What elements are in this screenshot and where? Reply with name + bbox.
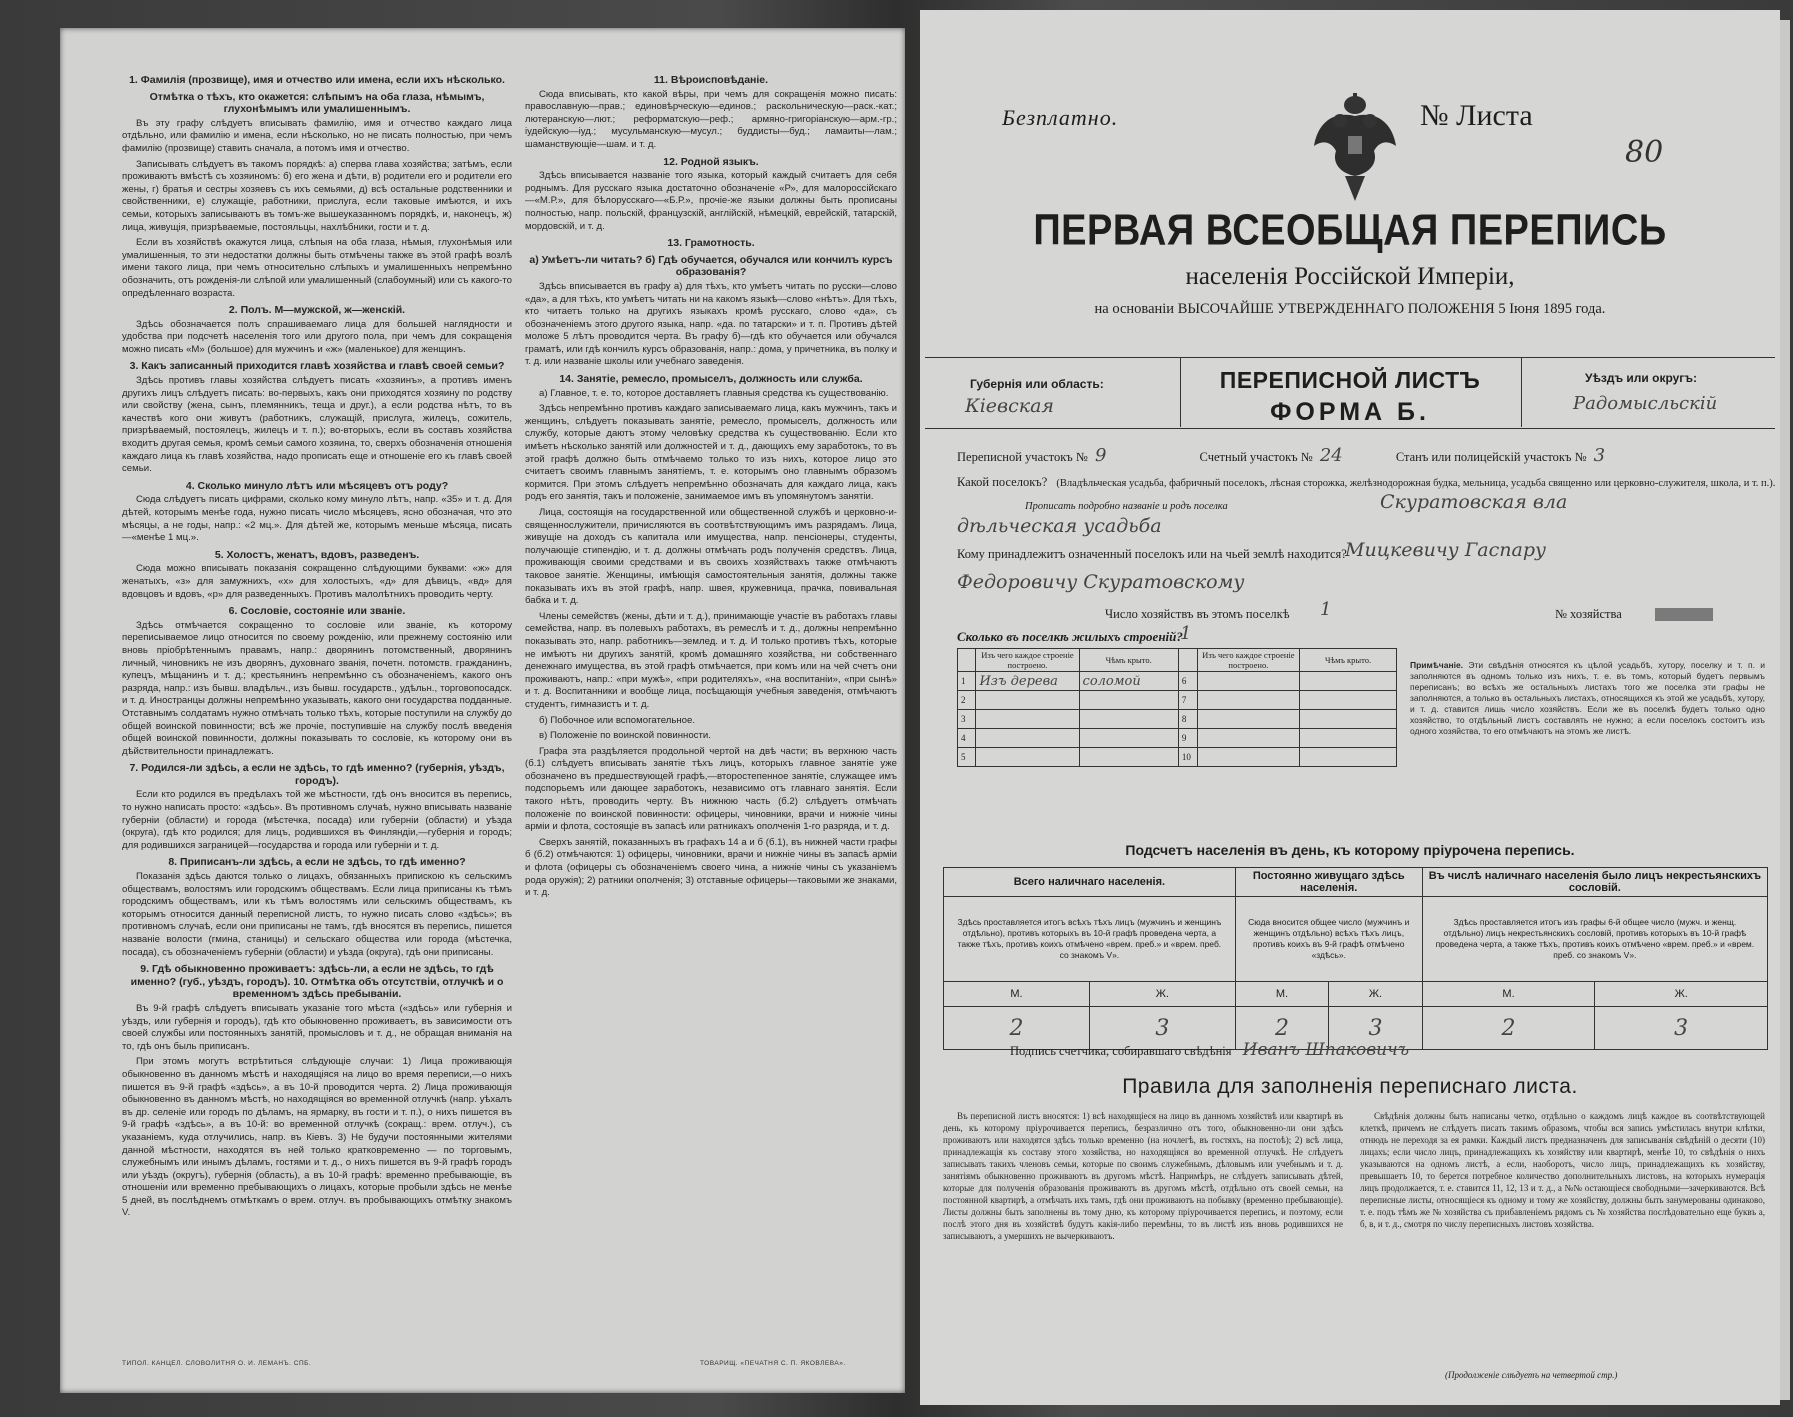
- settlement-note: (Владѣльческая усадьба, фабричный поселокъ, лѣсная сторожка, желѣзнодорожная будка, мельница, усадьба священно или церковно-служителя, школа, и т. п.).: [1056, 478, 1776, 489]
- paragraph: Сюда можно вписывать показанія сокращенно слѣдующими буквами: «ж» для женатыхъ, «з» для замужнихъ, «х» для холостыхъ, «д» для дѣвицъ, «вд» для вдовцовъ и вдовъ, «р» для разведенныхъ. Противъ малолѣтнихъ проводить черту.: [122, 563, 512, 600]
- rules-title: Правила для заполненія переписнаго листа.: [1122, 1075, 1578, 1098]
- paragraph: Сюда слѣдуетъ писать цифрами, сколько кому минуло лѣтъ, напр. «35» и т. д. Для дѣтей, которымъ менѣе года, нужно писать число мѣсяцевъ, ясно обозначая, что это мѣсяцы, а не годы, напр.: «2 мц.». Для дѣтей же, которымъ меньше мѣсяца, писать—«менѣе 1 мц.».: [122, 494, 512, 544]
- printer-imprint-right: ТОВАРИЩ. «ПЕЧАТНЯ С. П. ЯКОВЛЕВА».: [700, 1360, 846, 1367]
- paragraph: Лица, состоящія на государственной или общественной службѣ и церковно-и-священнослужители, причисляются въ соотвѣтствующимъ имъ разрядамъ. Лица, живущіе на доходъ съ капитала или имущества, напр. пенсіонеры, студенты, получающіе стипендію, и т. д. должны отмѣчать родъ полученія средствъ. Лица, проживающія своими средствами и въ своихъ хозяйствахъ также отмѣчаютъ таковое занятіе. Женщины, имѣющія самостоятельныя занятія, должны также показывать ихъ въ этой графѣ, напр. швея, кружевница, прачка, повивальная бабка и т. д.: [525, 507, 897, 607]
- instructions-column-2: [525, 70, 897, 903]
- bld-head-material-2: Изъ чего каждое строеніе построено.: [1197, 649, 1300, 672]
- form-subtitle: населенія Россійской Имперіи,: [1185, 263, 1515, 290]
- form-legal-basis: на основаніи ВЫСОЧАЙШЕ УТВЕРЖДЕННАГО ПОЛОЖЕНІЯ 5 Іюня 1895 года.: [1094, 301, 1606, 317]
- owner-value-1: Мицкевичу Гаспару: [1345, 539, 1547, 561]
- census-district-row: [957, 445, 1605, 466]
- enumerator-signature-row: [1010, 1040, 1409, 1060]
- present-male: 2: [944, 1007, 1090, 1050]
- resident-female: 3: [1329, 1007, 1422, 1050]
- stan-label: Станъ или полицейскій участокъ №: [1395, 450, 1587, 464]
- census-form: [925, 95, 1775, 1400]
- table-row: 2 7: [958, 691, 1397, 710]
- owner-value-2: Федоровичу Скуратовскому: [957, 571, 1245, 593]
- buildings-table: [957, 648, 1397, 767]
- bld-head-roof: Чѣмъ крыто.: [1079, 649, 1178, 672]
- table-row: 4 9: [958, 729, 1397, 748]
- buildings-label: Сколько въ поселкѣ жилыхъ строеній?: [957, 629, 1183, 644]
- paragraph: Здѣсь противъ главы хозяйства слѣдуетъ писать «хозяинъ», а противъ именъ другихъ лицъ слѣдуетъ писать: во-первыхъ, какъ они приходятся хозяину по родству или свойству (жена, сынъ, племянникъ, теща и друг.), а если родства нѣтъ, то въ качествѣ кого они живутъ (работникъ, служащій, прислуга, жилецъ, сожитель, призрѣваемый, постоялецъ, жилецъ и т. п.); во-вторыхъ, если въ составъ хозяйства входитъ другая семья, кромѣ семьи самого хозяина, то, сверхъ обозначенія отношенія каждаго лица къ главѣ хозяйства, надо прописать еще и отношеніе его къ главѣ своей семьи.: [122, 375, 512, 475]
- settlement-name-label: Прописать подробно названіе и родъ поселка: [1025, 501, 1228, 512]
- paragraph: Въ 9-й графѣ слѣдуетъ вписывать указаніе того мѣста («здѣсь» или губернія и уѣздъ, или губернія и городъ), гдѣ кто обыкновенно проживаетъ, въ зависимости отъ своей службы или постоянныхъ занятій, промысловъ и т. д., не обращая вниманія на то, гдѣ онъ быль приписанъ.: [122, 1002, 512, 1052]
- paragraph: Сюда вписывать, кто какой вѣры, при чемъ для сокращенія можно писать: православную—прав.; единовѣрческую—единов.; раскольническую—раск.-кат.; лютеранскую—лют.; реформатскую—реф.; армяно-григоріанскую—арм.-гр.; іудейскую—іуд.; мусульманскую—мусул.; буддисты—буд.; ламаиты—лам.; шаманствующіе—шам. и т. д.: [525, 88, 897, 150]
- signature-value: Иванъ Шпаковичъ: [1242, 1040, 1410, 1060]
- counting-district-label: Счетный участокъ №: [1199, 450, 1313, 464]
- resident-male: 2: [1235, 1007, 1328, 1050]
- section-heading: 1. Фамилія (прозвище), имя и отчество или имена, если ихъ нѣсколько.: [129, 74, 505, 86]
- imperial-eagle-icon: [1310, 91, 1400, 206]
- paragraph: Показанія здѣсь даются только о лицахъ, обязанныхъ припискою къ сельскимъ обществамъ, волостямъ или городскимъ обществамъ. Если лица приписаны къ тѣмъ городскимъ обществамъ, или къ тѣмъ волостямъ или сельскимъ обществамъ, къ которымъ относится данный переписной листъ, то нужно писать слово «здѣсь»; въ противномъ случаѣ, если они приписаны не тамъ, гдѣ вносятся въ перепись, пишется названіе волости (гмина, станицы) и сельскаго общества или города (мѣстечка, посада), съ обозначеніемъ губерніи (области) и уѣзда (округа), гдѣ они приписаны.: [122, 871, 512, 958]
- section-heading: 6. Сословіе, состояніе или званіе.: [228, 605, 406, 618]
- owner-label: Кому принадлежитъ означенный поселокъ или на чьей землѣ находится?: [957, 547, 1347, 561]
- paragraph: Здѣсь обозначается полъ спрашиваемаго лица для большей наглядности и удобства при подсчетѣ населенія того или другого пола, при чемъ для сокращенія можно писать «М» (большое) для мужчинъ и «ж» (маленькое) для женщинъ.: [122, 318, 512, 355]
- paragraph: в) Положеніе по воинской повинности.: [539, 730, 711, 742]
- uezd-value: Радомысльскій: [1573, 393, 1718, 414]
- section-heading: Отмѣтка о тѣхъ, кто окажется: слѣпымъ на оба глаза, нѣмымъ, глухонѣмымъ или умалишеннымъ.: [149, 90, 485, 116]
- non-peasant-female: 3: [1595, 1007, 1768, 1050]
- paragraph: б) Побочное или вспомогательное.: [539, 714, 696, 726]
- section-heading: 2. Полъ. М—мужской, ж—женскій.: [228, 304, 406, 317]
- population-count-title: Подсчетъ населенія въ день, къ которому пріурочена перепись.: [1125, 842, 1575, 858]
- rules-column-left: Въ переписной листъ вносятся: 1) всѣ находящіеся на лицо въ данномъ хозяйствѣ или квартирѣ въ день, къ которому пріурочивается перепись, безразлично отъ того, обыкновенно-ли они здѣсь проживаютъ или находятся здѣсь только временно (на ночлегѣ, въ гостяхъ, на постоѣ); 2) всѣ лица, принадлежащія къ составу этого хозяйства, но находящіяся во временной отлучкѣ. Не слѣдуетъ записывать такихъ членовъ семьи, которые по своимъ служебнымъ, дѣловымъ или учебнымъ и т. д. занятіямъ обыкновенно проживаютъ въ другомъ мѣстѣ. Напримѣръ, не слѣдуетъ записывать дѣтей, которые для полученія образованія проживаютъ въ другомъ мѣстѣ, отдѣльно отъ своей семьи, на постоянной квартирѣ, а отмѣчать ихъ тамъ, гдѣ они проживаютъ на побывку (временно пребывающіе). Листы должны быть заполнены въ тому дню, къ которому пріурочивается перепись, и поэтому, если послѣ этого дня въ хозяйствѣ будутъ какія-либо перемѣны, то въ листѣ изъ вновь родившихся не записываютъ, а умершихъ не вычеркиваютъ.: [943, 1111, 1343, 1241]
- paragraph: Графа эта раздѣляется продольной чертой на двѣ части; въ верхнюю часть (б.1) слѣдуетъ вписывать занятіе тѣхъ лицъ, которыхъ главное занятіе уже обозначено въ предшествующей графѣ,—второстепенное занятіе, служащее имъ подспорьемъ или дающее заработокъ, независимо отъ главнаго занятія. Если такого нѣтъ, проводить черту. Въ нижнюю часть (б.2) слѣдуетъ отмѣчать положеніе по воинской повинности: офицеры, чиновники, врачи и нижніе чины армiи и флота, состоящіе въ запасѣ или ратникахъ ополченія 1-го разряда, и т. д.: [525, 745, 897, 833]
- sheet-number-handwritten: 80: [1625, 135, 1664, 170]
- list-title: ПЕРЕПИСНОЙ ЛИСТЪ: [1219, 367, 1481, 393]
- section-heading: 8. Приписанъ-ли здѣсь, а если не здѣсь, то гдѣ именно?: [168, 856, 466, 869]
- non-peasant-male: 2: [1422, 1007, 1595, 1050]
- buildings-value: 1: [1180, 623, 1192, 644]
- printer-imprint-left: ТИПОЛ. КАНЦЕЛ. СЛОВОЛИТНЯ О. И. ЛЕМАНЪ. СПБ.: [122, 1360, 312, 1367]
- settlement-row: [957, 475, 1775, 490]
- paragraph: Члены семействъ (жены, дѣти и т. д.), принимающіе участіе въ работахъ главы семейства, напр. въ полевыхъ работахъ, въ ремеслѣ и т. д., должны непремѣнно показывать это, напр. работникъ—землед. и т. д. И только противъ тѣхъ, которые не имѣютъ ни другихъ занятій, кромѣ домашняго хозяйства, ни собственнаго денежнаго имущества, въ этой графѣ отмѣчается, при комъ или на чей счетъ они проживаютъ, напр.: «при мужѣ», «при родителяхъ», «на воспитаніи», «при сынѣ» и т. д. Воспитанники и вообще лица, посѣщающія учебныя заведенія, отмѣчаютъ студентъ, гимназистъ и т. д.: [525, 610, 897, 710]
- section-heading: 9. Гдѣ обыкновенно проживаетъ: здѣсь-ли, а если не здѣсь, то гдѣ именно? (губ., уѣздъ, городъ). 10. Отмѣтка объ отсутствіи, отлучкѣ и о временномъ здѣсь пребываніи.: [130, 963, 504, 1001]
- census-district-label: Переписной участокъ №: [957, 450, 1088, 464]
- left-page: [60, 28, 905, 1393]
- form-type: ФОРМА Б.: [1270, 398, 1430, 426]
- settlement-name-value-2: дѣльческая усадьба: [957, 515, 1162, 537]
- section-heading: 14. Занятіе, ремесло, промыселъ, должность или служба.: [559, 373, 863, 386]
- paragraph: Здѣсь вписывается названіе того языка, который каждый считаетъ для себя роднымъ. Для русскаго языка достаточно обозначеніе «Р», для малороссійскаго—«М.Р.», для бѣлорусскаго—«Б.Р.», прочіе-же языки должны быть прописаны полностью, напр. польскій, французскій, англійскій, нѣмецкій, еврейскій, татарскій, мордовскій, и т. д.: [525, 170, 897, 232]
- settlement-label: Какой поселокъ?: [957, 475, 1048, 489]
- paragraph: Здѣсь непремѣнно противъ каждаго записываемаго лица, какъ мужчинъ, такъ и женщинъ, слѣдуетъ показывать занятіе, ремесло, промыселъ, должность или службу, которые даютъ этому человѣку средства къ существованію. Если кто имѣетъ нѣсколько занятій или должностей и т. д., дающихъ ему заработокъ, то въ этой графѣ должно быть отмѣчаемо только то изъ нихъ, которое лицо это считаетъ своимъ главнымъ занятіемъ, т. е. которымъ оно главнымъ образомъ кормится. При этомъ слѣдуетъ непремѣнно обозначать для каждаго лица, какъ родъ его занятія, такъ и положеніе, занимаемое имъ въ упомянутомъ занятіи.: [525, 403, 897, 503]
- table-row: 1 Изъ дерева соломой 6: [958, 672, 1397, 691]
- bld-head-roof-2: Чѣмъ крыто.: [1300, 649, 1397, 672]
- households-value: 1: [1320, 599, 1332, 620]
- buildings-note: Примѣчаніе. Эти свѣдѣнія относятся къ цѣлой усадьбѣ, хутору, поселку и т. п. и заполняются въ одномъ только изъ нихъ, т. е. въ томъ, который будетъ первымъ переписанъ; во всѣхъ же остальныхъ листахъ того же поселка эти графы не заполняются, а только въ остальныхъ листахъ, относящихся къ этой же усадьбѣ, хутору, и т. д. ставится лишь число хозяйствъ. Если же въ поселкѣ будетъ только одно хозяйство, то отдѣльный листъ составлять не нужно; а если поселокъ состоитъ изъ одного хозяйства, то его отмѣчаютъ на этомъ же листѣ.: [1410, 660, 1765, 736]
- household-number-redacted: [1655, 608, 1713, 621]
- paragraph: Въ эту графу слѣдуетъ вписывать фамилію, имя и отчество каждаго лица отдѣльно, или фамилію и имена, если нѣсколько, но не писать полностью, при чемъ фамилію (прозвище) ставить сначала, а потомъ имя и отчество.: [122, 117, 512, 154]
- section-heading: 11. Вѣроисповѣданіе.: [653, 74, 769, 86]
- paragraph: Если кто родился въ предѣлахъ той же мѣстности, гдѣ онъ вносится въ перепись, то нужно написать просто: «здѣсь». Въ противномъ случаѣ, нужно вписывать названіе губерніи (области) и города (мѣстечка, посада) или губерніи (области) и уѣзда (округа), гдѣ кто родился; для лицъ, родившихся въ Финляндіи,—губернія и городъ; для родившихся заграницей—государства и города или губерніи и т. д.: [122, 789, 512, 851]
- guberniya-label: Губернія или область:: [970, 377, 1104, 391]
- section-heading: а) Умѣетъ-ли читать? б) Гдѣ обучается, обучался или кончилъ курсъ образованія?: [529, 253, 893, 279]
- paragraph: Здѣсь отмѣчается сокращенно то сословіе или званіе, къ которому переписываемое лицо относится по своему рожденію, или прежнему состоянію или вновь пріобрѣтеннымъ правамъ, напр.: дворянинъ потомственный, дворянинъ личный, чиновникъ не изъ дворянъ, духовнаго званія, почетн. потомств. гражданинъ, купецъ, мѣщанинъ и т. д.; крестьянинъ непремѣнно съ обозначеніемъ, какого онъ разряда, напр.: изъ бывш. владѣльч., изъ бывш. государств., удѣльн., торговопосадск. и т. д. Иностранцы должны непремѣнно указывать, какого они государства подданные. Отставнымъ солдатамъ нужно отмѣчать только тѣхъ, которые поступили на службу до общей воинской повинности; всѣ же прочіе, поступившіе на службу послѣ введенія общей воинской повинности, должны показывать то сословіе, къ которому они въ дѣйствительности принадлежатъ.: [122, 619, 512, 757]
- settlement-name-value-1: Скуратовская вла: [1380, 491, 1568, 513]
- instructions-column-1: [122, 70, 512, 1223]
- table-row: 5 10: [958, 748, 1397, 767]
- form-title: ПЕРВАЯ ВСЕОБЩАЯ ПЕРЕПИСЬ: [1033, 206, 1667, 256]
- uezd-label: Уѣздъ или округъ:: [1585, 371, 1698, 385]
- paragraph: При этомъ могутъ встрѣтиться слѣдующіе случаи: 1) Лица проживающія обыкновенно въ данномъ мѣстѣ и находящіяся на лицо во время переписи,—о нихъ пишется въ 9-й графѣ «здѣсь», а въ 10-й проводится черта. 2) Лица проживающія обыкновенно въ данномъ мѣстѣ, но находящіяся во временной отлучкѣ (напр. уѣхалъ въ др. селеніе или городъ по дѣламъ, на ярмарку, въ гости и т. п.), о нихъ пишется въ 9-й графѣ «здѣсь», а въ 10-й: во временной отлучкѣ (сокращ.: врем. отлуч.), съ указаніемъ, куда отлучились, напр. въ Кіевъ. 3) Не будучи постоянными жителями данной мѣстности, находятся въ ней только кратковременно — по торговымъ, служебнымъ или инымъ дѣламъ, гостями и т. д., о нихъ пишется въ 9-й графѣ городъ или уѣздъ (округъ), губернія (область), а въ 10-й графѣ: временно пребывающіе, въ отношеніи или временно пребывающихъ о лицахъ, которые пробыли здѣсь не менѣе 5 дней, въ послѣднемъ отмѣткамъ о врем. отлуч. въ пробывающихъ отмѣтку знакомъ V.: [122, 1056, 512, 1219]
- section-heading: 12. Родной языкъ.: [663, 155, 759, 168]
- paragraph: Если въ хозяйствѣ окажутся лица, слѣпыя на оба глаза, нѣмыя, глухонѣмыя или умалишенныя, то эти недостатки должны быть отмѣчены также въ этой графѣ возлѣ имени такого лица, при чемъ относительно слѣпыхъ и умалишенныхъ непремѣнно обозначить, отъ рожденія-ли слѣпой или умалишенный (слабоумный) или съ какого-то опредѣленнаго возраста.: [122, 237, 512, 299]
- section-heading: 13. Грамотность.: [667, 237, 755, 250]
- counting-district-value: 24: [1319, 445, 1343, 466]
- section-heading: 5. Холостъ, женатъ, вдовъ, разведенъ.: [214, 548, 420, 561]
- present-female: 3: [1089, 1007, 1235, 1050]
- signature-label: Подпись счетчика, собиравшаго свѣдѣнія: [1010, 1044, 1232, 1058]
- paragraph: а) Главное, т. е. то, которое доставляетъ главныя средства къ существованію.: [539, 387, 889, 399]
- bld-head-material: Изъ чего каждое строеніе построено.: [976, 649, 1079, 672]
- population-count-table: Всего наличнаго населенія. Постоянно живущаго здѣсь населенія. Въ числѣ наличнаго населенія было лицъ некрестьянскихъ сословій. Здѣсь проставляется итогъ всѣхъ тѣхъ лицъ (мужчинъ и женщинъ отдѣльно), противъ которыхъ въ 10-й графѣ проведена черта, а также тѣхъ, противъ коихъ отмѣчено «врем. преб.» и «врем. преб. со знакомъ V». Сюда вносится общее число (мужчинъ и женщинъ отдѣльно) всѣхъ тѣхъ лицъ, противъ коихъ въ 9-й графѣ отмѣчено «здѣсь». Здѣсь проставляется итогъ изъ графы 6-й общее число (мужч. и женщ. отдѣльно) лицъ некрестьянскихъ сословій, противъ которыхъ въ 10-й графѣ проведена черта, а также тѣхъ, противъ коихъ отмѣчено «врем. преб.» и «врем. преб. со знакомъ V». М. Ж. М. Ж. М. Ж. 2 3 2 3 2 3: [943, 867, 1768, 1050]
- guberniya-value: Кіевская: [965, 395, 1054, 417]
- households-label: Число хозяйствъ въ этомъ поселкѣ: [1105, 607, 1290, 621]
- stan-value: 3: [1593, 445, 1606, 466]
- continuation-note: (Продолженіе слѣдуетъ на четвертой стр.): [1445, 1370, 1618, 1380]
- paragraph: Здѣсь вписывается въ графу а) для тѣхъ, кто умѣетъ читать по русски—слово «да», а для тѣхъ, кто умѣетъ читать ни на какомъ языкѣ—слово «нѣтъ». Для тѣхъ, кто читаетъ только на другихъ языкахъ кромѣ русскаго, слово «да», съ обозначеніемъ этого другого языка, напр. «да. по татарски» и т. п. Противъ дѣтей моложе 5 лѣтъ проводится черта. Въ графу б)—гдѣ кто обучается или обучался граматѣ, или гдѣ кончилъ курсъ образованія, напр.: дома, у причетника, въ полку и т. д. или названіе школы или учебнаго заведенія.: [525, 280, 897, 368]
- census-district-value: 9: [1094, 445, 1107, 466]
- section-heading: 7. Родился-ли здѣсь, а если не здѣсь, то гдѣ именно? (губернія, уѣздъ, городъ).: [129, 762, 505, 787]
- gratis-label: Безплатно.: [1002, 105, 1119, 130]
- household-number-label: № хозяйства: [1555, 607, 1622, 621]
- paragraph: Записывать слѣдуетъ въ такомъ порядкѣ: а) сперва глава хозяйства; затѣмъ, если проживаютъ вмѣстѣ съ хозяиномъ: б) его жена и дѣти, в) родители его и родители его жены, г) братья и сестры хозяевъ съ ихъ семьями, д) всѣ остальные родственники и свойственники, е) служащіе, работники, прислуга, если таковые имѣются, и ихъ семьи, которыхъ записываютъ въ томъ-же вышеуказанномъ порядкѣ, и, наконецъ, ж) лица, живущія, призрѣваемые, постояльцы, нахлѣбники, гости и т. д.: [122, 158, 512, 233]
- section-heading: 3. Какъ записанный приходится главѣ хозяйства и главѣ своей семьи?: [129, 360, 505, 373]
- sheet-number-label: № Листа: [1420, 99, 1533, 132]
- section-heading: 4. Сколько минуло лѣтъ или мѣсяцевъ отъ роду?: [185, 479, 449, 492]
- paragraph: Сверхъ занятій, показанныхъ въ графахъ 14 а и б (б.1), въ нижней части графы б (б.2) отмѣчаются: 1) офицеры, чиновники, врачи и нижніе чины въ запасѣ арміи и флота (офицеры съ обозначеніемъ своего чина, а нижніе чины съ указаніемъ рода оружія); 2) ратники ополченія; 3) отставные офицеры—таковыми же знаками, и т. д.: [525, 836, 897, 899]
- rules-column-right: Свѣдѣнія должны быть написаны четко, отдѣльно о каждомъ лицѣ каждое въ соотвѣтствующей клеткѣ, причемъ не слѣдуетъ писать такимъ образомъ, чтобы вся запись умѣстилась внутри клѣтки, отнюдь не переходя за ея рамки. Каждый листъ предназначенъ для записыванія свѣдѣній о десяти (10) лицахъ; если число лицъ, принадлежащихъ къ хозяйству или квартирѣ, менѣе 10, то свѣдѣнія о нихъ указываются на одномъ листѣ, а если, наоборотъ, число лицъ, принадлежащихъ къ хозяйству, превышаетъ 10, то берется потребное количество дополнительныхъ листовъ, на которыхъ нумерація лицъ продолжается, т. е. ставится 11, 12, 13 и т. д., а №№ остающіеся свободными—зачеркиваются. Всѣ переписные листы, относящіеся къ одному и тому же хозяйству, должны быть занумерованы одинаково, т. е. подъ тѣмъ же № хозяйства съ прибавленіемъ рядомъ съ № хозяйства послѣдовательно еще буквъ а, б, в, и т. д., смотря по числу переписныхъ листовъ хозяйства.: [1360, 1111, 1765, 1229]
- table-row: 3 8: [958, 710, 1397, 729]
